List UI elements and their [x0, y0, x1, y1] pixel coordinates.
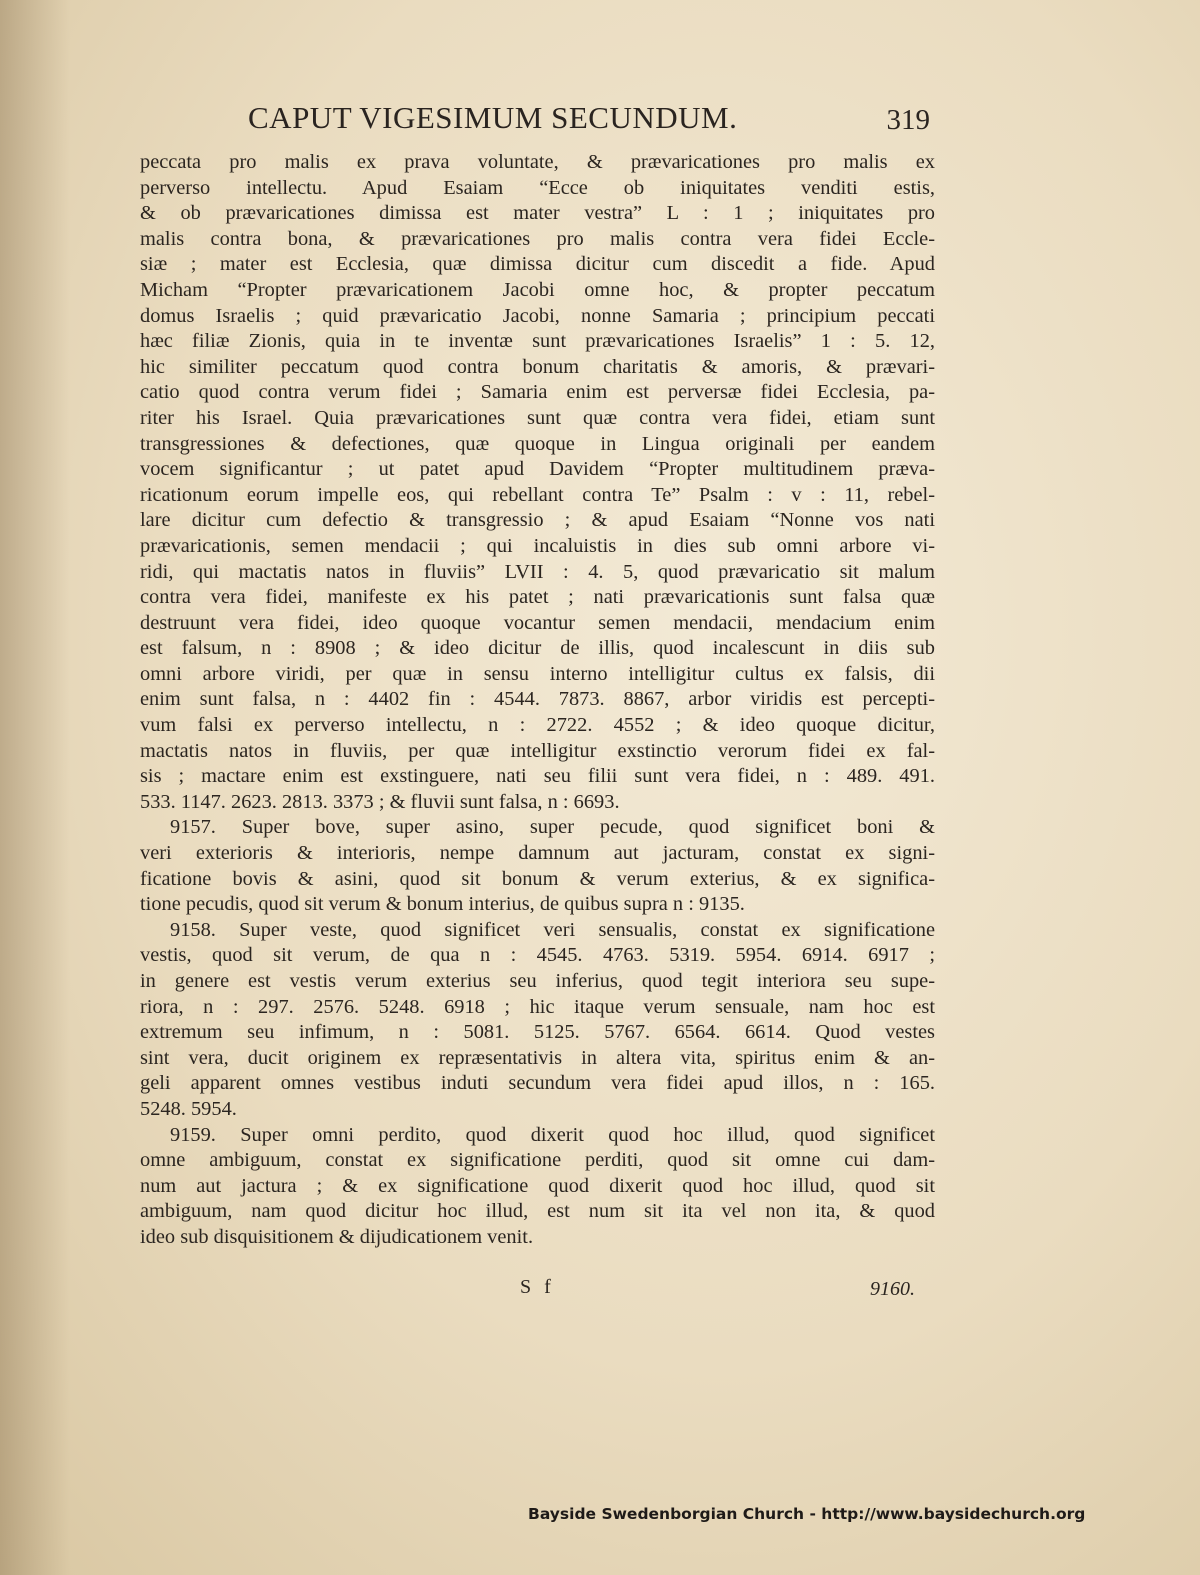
text-line: extremum seu infimum, n : 5081. 5125. 5767. 6564. 6614. Quod vestes	[140, 1021, 935, 1044]
text-line: domus Israelis ; quid prævaricatio Jacobi, nonne Samaria ; principium peccati	[140, 304, 935, 327]
text-line: vestis, quod sit verum, de qua n : 4545. 4763. 5319. 5954. 6914. 6917 ;	[140, 944, 935, 967]
paragraph-9157-start: 9157. Super bove, super asino, super pecude, quod significet boni &	[170, 816, 935, 839]
text-line: Micham “Propter prævaricationem Jacobi omne hoc, & propter peccatum	[140, 278, 935, 301]
text-line: siæ ; mater est Ecclesia, quæ dimissa dicitur cum discedit a fide. Apud	[140, 253, 935, 276]
text-line: hic similiter peccatum quod contra bonum charitatis & amoris, & prævari-	[140, 355, 935, 378]
text-line: prævaricationis, semen mendacii ; qui incaluistis in dies sub omni arbore vi-	[140, 534, 935, 557]
text-line: sint vera, ducit originem ex repræsentativis in altera vita, spiritus enim & an-	[140, 1046, 935, 1069]
page-number: 319	[886, 104, 930, 136]
text-line: omni arbore viridi, per quæ in sensu interno intelligitur cultus ex falsis, dii	[140, 662, 935, 685]
text-line: peccata pro malis ex prava voluntate, & prævaricationes pro malis ex	[140, 151, 935, 173]
text-line: geli apparent omnes vestibus induti secundum vera fidei apud illos, n : 165.	[140, 1072, 935, 1095]
text-line: perverso intellectu. Apud Esaiam “Ecce ob iniquitates venditi estis,	[140, 176, 935, 199]
text-line: destruunt vera fidei, ideo quoque vocantur semen mendacii, mendacium enim	[140, 611, 935, 634]
catchword: 9160.	[870, 1278, 915, 1300]
signature-mark: S f	[520, 1276, 555, 1298]
text-line: veri exterioris & interioris, nempe damnum aut jacturam, constat ex signi-	[140, 842, 935, 865]
source-credit: Bayside Swedenborgian Church - http://www.baysidechurch.org	[528, 1505, 1086, 1523]
text-line: riora, n : 297. 2576. 5248. 6918 ; hic itaque verum sensuale, nam hoc est	[140, 995, 935, 1018]
text-line: ficatione bovis & asini, quod sit bonum & verum exterius, & ex significa-	[140, 867, 935, 890]
text-line: ricationum eorum impelle eos, qui rebellant contra Te” Psalm : v : 11, rebel-	[140, 483, 935, 506]
text-line: ambiguum, nam quod dicitur hoc illud, est num sit ita vel non ita, & quod	[140, 1200, 935, 1223]
paragraph-9158-start: 9158. Super veste, quod significet veri sensualis, constat ex significatione	[170, 918, 935, 941]
page-title: CAPUT VIGESIMUM SECUNDUM.	[248, 100, 738, 135]
text-line: 5248. 5954.	[140, 1097, 237, 1120]
text-line: malis contra bona, & prævaricationes pro malis contra vera fidei Eccle-	[140, 227, 935, 250]
text-line: transgressiones & defectiones, quæ quoque in Lingua originali per eandem	[140, 432, 935, 455]
text-line: ridi, qui mactatis natos in fluviis” LVII : 4. 5, quod prævaricatio sit malum	[140, 560, 935, 583]
text-line: num aut jactura ; & ex significatione quod dixerit quod hoc illud, quod sit	[140, 1174, 935, 1197]
text-line: in genere est vestis verum exterius seu inferius, quod tegit interiora seu supe-	[140, 970, 935, 992]
text-line: vum falsi ex perverso intellectu, n : 2722. 4552 ; & ideo quoque dicitur,	[140, 714, 935, 737]
text-line: contra vera fidei, manifeste ex his patet ; nati prævaricationis sunt falsa quæ	[140, 586, 935, 609]
text-line: & ob prævaricationes dimissa est mater vestra” L : 1 ; iniquitates pro	[140, 202, 935, 225]
text-line: riter his Israel. Quia prævaricationes sunt quæ contra vera fidei, etiam sunt	[140, 406, 935, 429]
text-line: vocem significantur ; ut patet apud Davidem “Propter multitudinem præva-	[140, 458, 935, 481]
text-line: lare dicitur cum defectio & transgressio ; & apud Esaiam “Nonne vos nati	[140, 509, 935, 532]
text-line: est falsum, n : 8908 ; & ideo dicitur de illis, quod incalescunt in diis sub	[140, 637, 935, 660]
text-line: mactatis natos in fluviis, per quæ intelligitur exstinctio verorum fidei ex fal-	[140, 739, 935, 762]
text-line: omne ambiguum, constat ex significatione perditi, quod sit omne cui dam-	[140, 1149, 935, 1172]
paragraph-9159-start: 9159. Super omni perdito, quod dixerit quod hoc illud, quod significet	[170, 1123, 935, 1146]
text-line: hæc filiæ Zionis, quia in te inventæ sunt prævaricationes Israelis” 1 : 5. 12,	[140, 330, 935, 353]
body-text	[140, 150, 935, 1251]
running-head	[248, 100, 938, 144]
text-line: 533. 1147. 2623. 2813. 3373 ; & fluvii sunt falsa, n : 6693.	[140, 790, 620, 813]
text-line: enim sunt falsa, n : 4402 fin : 4544. 7873. 8867, arbor viridis est percepti-	[140, 688, 935, 711]
text-line: catio quod contra verum fidei ; Samaria enim est perversæ fidei Ecclesia, pa-	[140, 381, 935, 404]
text-line: sis ; mactare enim est exstinguere, nati seu filii sunt vera fidei, n : 489. 491.	[140, 765, 935, 788]
text-line: tione pecudis, quod sit verum & bonum interius, de quibus supra n : 9135.	[140, 893, 745, 916]
text-line: ideo sub disquisitionem & dijudicationem venit.	[140, 1225, 534, 1248]
